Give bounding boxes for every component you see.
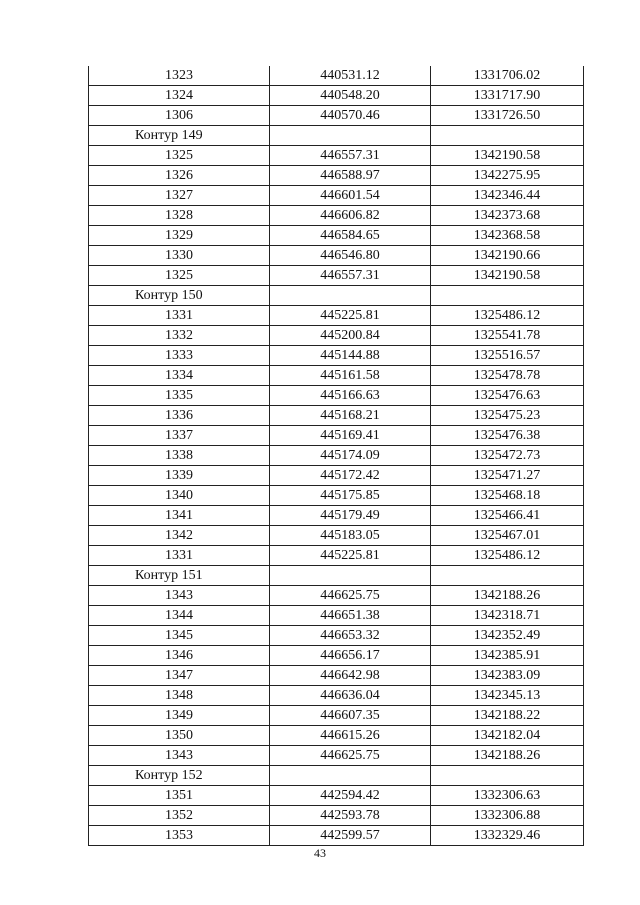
point-id-cell: 1329: [89, 226, 270, 246]
table-row: [89, 226, 584, 246]
point-id-cell: 1331: [89, 546, 270, 566]
point-id-cell: 1334: [89, 366, 270, 386]
x-coordinate-cell: 442593.78: [270, 806, 431, 826]
empty-cell: [270, 766, 431, 786]
table-row: [89, 86, 584, 106]
x-coordinate-cell: 446557.31: [270, 266, 431, 286]
point-id-cell: 1338: [89, 446, 270, 466]
table-row: [89, 446, 584, 466]
point-id-cell: 1324: [89, 86, 270, 106]
point-id-cell: 1326: [89, 166, 270, 186]
x-coordinate-cell: 446625.75: [270, 586, 431, 606]
x-coordinate-cell: 446653.32: [270, 626, 431, 646]
x-coordinate-cell: 445200.84: [270, 326, 431, 346]
point-id-cell: 1350: [89, 726, 270, 746]
table-row: [89, 506, 584, 526]
contour-header-row: [89, 126, 584, 146]
point-id-cell: 1343: [89, 586, 270, 606]
table-row: [89, 406, 584, 426]
x-coordinate-cell: 446656.17: [270, 646, 431, 666]
y-coordinate-cell: 1325471.27: [431, 466, 584, 486]
table-row: [89, 646, 584, 666]
table-row: [89, 466, 584, 486]
x-coordinate-cell: 446606.82: [270, 206, 431, 226]
empty-cell: [431, 566, 584, 586]
point-id-cell: 1353: [89, 826, 270, 846]
x-coordinate-cell: 442594.42: [270, 786, 431, 806]
point-id-cell: 1331: [89, 306, 270, 326]
y-coordinate-cell: 1331706.02: [431, 66, 584, 86]
table-row: [89, 726, 584, 746]
y-coordinate-cell: 1325486.12: [431, 546, 584, 566]
table-row: [89, 786, 584, 806]
point-id-cell: 1306: [89, 106, 270, 126]
table-row: [89, 706, 584, 726]
y-coordinate-cell: 1325478.78: [431, 366, 584, 386]
y-coordinate-cell: 1332306.88: [431, 806, 584, 826]
y-coordinate-cell: 1342275.95: [431, 166, 584, 186]
y-coordinate-cell: 1325516.57: [431, 346, 584, 366]
contour-header-row: [89, 766, 584, 786]
point-id-cell: 1337: [89, 426, 270, 446]
x-coordinate-cell: 445225.81: [270, 546, 431, 566]
x-coordinate-cell: 445225.81: [270, 306, 431, 326]
y-coordinate-cell: 1342182.04: [431, 726, 584, 746]
point-id-cell: 1345: [89, 626, 270, 646]
empty-cell: [270, 126, 431, 146]
point-id-cell: 1344: [89, 606, 270, 626]
x-coordinate-cell: 445144.88: [270, 346, 431, 366]
x-coordinate-cell: 445172.42: [270, 466, 431, 486]
empty-cell: [431, 126, 584, 146]
point-id-cell: 1347: [89, 666, 270, 686]
y-coordinate-cell: 1325476.63: [431, 386, 584, 406]
x-coordinate-cell: 445169.41: [270, 426, 431, 446]
x-coordinate-cell: 445161.58: [270, 366, 431, 386]
y-coordinate-cell: 1342190.58: [431, 266, 584, 286]
table-row: [89, 206, 584, 226]
table-row: [89, 266, 584, 286]
x-coordinate-cell: 445175.85: [270, 486, 431, 506]
point-id-cell: 1327: [89, 186, 270, 206]
point-id-cell: 1330: [89, 246, 270, 266]
page-number: 43: [314, 846, 326, 860]
point-id-cell: 1343: [89, 746, 270, 766]
point-id-cell: 1346: [89, 646, 270, 666]
table-row: [89, 806, 584, 826]
y-coordinate-cell: 1342352.49: [431, 626, 584, 646]
contour-header-row: [89, 566, 584, 586]
x-coordinate-cell: 445183.05: [270, 526, 431, 546]
table-row: [89, 346, 584, 366]
x-coordinate-cell: 446607.35: [270, 706, 431, 726]
x-coordinate-cell: 442599.57: [270, 826, 431, 846]
x-coordinate-cell: 446651.38: [270, 606, 431, 626]
point-id-cell: 1325: [89, 146, 270, 166]
table-row: [89, 666, 584, 686]
y-coordinate-cell: 1325486.12: [431, 306, 584, 326]
point-id-cell: 1341: [89, 506, 270, 526]
point-id-cell: 1333: [89, 346, 270, 366]
point-id-cell: 1325: [89, 266, 270, 286]
point-id-cell: 1335: [89, 386, 270, 406]
x-coordinate-cell: 440531.12: [270, 66, 431, 86]
y-coordinate-cell: 1342188.22: [431, 706, 584, 726]
y-coordinate-cell: 1342188.26: [431, 746, 584, 766]
x-coordinate-cell: 446636.04: [270, 686, 431, 706]
x-coordinate-cell: 446557.31: [270, 146, 431, 166]
y-coordinate-cell: 1342188.26: [431, 586, 584, 606]
y-coordinate-cell: 1342190.66: [431, 246, 584, 266]
x-coordinate-cell: 446601.54: [270, 186, 431, 206]
point-id-cell: 1332: [89, 326, 270, 346]
y-coordinate-cell: 1332329.46: [431, 826, 584, 846]
table-row: [89, 426, 584, 446]
table-row: [89, 546, 584, 566]
table-row: [89, 686, 584, 706]
y-coordinate-cell: 1332306.63: [431, 786, 584, 806]
table-row: [89, 166, 584, 186]
point-id-cell: 1339: [89, 466, 270, 486]
y-coordinate-cell: 1342383.09: [431, 666, 584, 686]
y-coordinate-cell: 1342385.91: [431, 646, 584, 666]
table-row: [89, 146, 584, 166]
point-id-cell: 1342: [89, 526, 270, 546]
coordinates-table: [88, 66, 584, 846]
contour-label: Контур 152: [89, 766, 270, 786]
y-coordinate-cell: 1331717.90: [431, 86, 584, 106]
table-row: [89, 326, 584, 346]
contour-label: Контур 151: [89, 566, 270, 586]
x-coordinate-cell: 445179.49: [270, 506, 431, 526]
y-coordinate-cell: 1342368.58: [431, 226, 584, 246]
contour-header-row: [89, 286, 584, 306]
y-coordinate-cell: 1325476.38: [431, 426, 584, 446]
x-coordinate-cell: 446625.75: [270, 746, 431, 766]
y-coordinate-cell: 1325467.01: [431, 526, 584, 546]
point-id-cell: 1323: [89, 66, 270, 86]
point-id-cell: 1336: [89, 406, 270, 426]
y-coordinate-cell: 1342346.44: [431, 186, 584, 206]
table-row: [89, 626, 584, 646]
point-id-cell: 1351: [89, 786, 270, 806]
y-coordinate-cell: 1325472.73: [431, 446, 584, 466]
y-coordinate-cell: 1342345.13: [431, 686, 584, 706]
table-row: [89, 106, 584, 126]
point-id-cell: 1340: [89, 486, 270, 506]
table-row: [89, 386, 584, 406]
empty-cell: [270, 286, 431, 306]
table-row: [89, 526, 584, 546]
point-id-cell: 1348: [89, 686, 270, 706]
point-id-cell: 1328: [89, 206, 270, 226]
table-row: [89, 366, 584, 386]
x-coordinate-cell: 445174.09: [270, 446, 431, 466]
table-row: [89, 186, 584, 206]
y-coordinate-cell: 1342190.58: [431, 146, 584, 166]
table-row: [89, 66, 584, 86]
x-coordinate-cell: 446588.97: [270, 166, 431, 186]
empty-cell: [431, 286, 584, 306]
point-id-cell: 1349: [89, 706, 270, 726]
x-coordinate-cell: 440548.20: [270, 86, 431, 106]
table-row: [89, 606, 584, 626]
contour-label: Контур 150: [89, 286, 270, 306]
x-coordinate-cell: 446615.26: [270, 726, 431, 746]
table-row: [89, 486, 584, 506]
table-row: [89, 746, 584, 766]
table-row: [89, 306, 584, 326]
table-row: [89, 826, 584, 846]
y-coordinate-cell: 1325468.18: [431, 486, 584, 506]
table-row: [89, 246, 584, 266]
y-coordinate-cell: 1325541.78: [431, 326, 584, 346]
empty-cell: [270, 566, 431, 586]
y-coordinate-cell: 1325466.41: [431, 506, 584, 526]
empty-cell: [431, 766, 584, 786]
y-coordinate-cell: 1331726.50: [431, 106, 584, 126]
table-row: [89, 586, 584, 606]
point-id-cell: 1352: [89, 806, 270, 826]
x-coordinate-cell: 445166.63: [270, 386, 431, 406]
contour-label: Контур 149: [89, 126, 270, 146]
x-coordinate-cell: 446546.80: [270, 246, 431, 266]
x-coordinate-cell: 446584.65: [270, 226, 431, 246]
y-coordinate-cell: 1325475.23: [431, 406, 584, 426]
x-coordinate-cell: 445168.21: [270, 406, 431, 426]
y-coordinate-cell: 1342318.71: [431, 606, 584, 626]
y-coordinate-cell: 1342373.68: [431, 206, 584, 226]
x-coordinate-cell: 440570.46: [270, 106, 431, 126]
x-coordinate-cell: 446642.98: [270, 666, 431, 686]
coordinates-table-body: [89, 66, 584, 846]
